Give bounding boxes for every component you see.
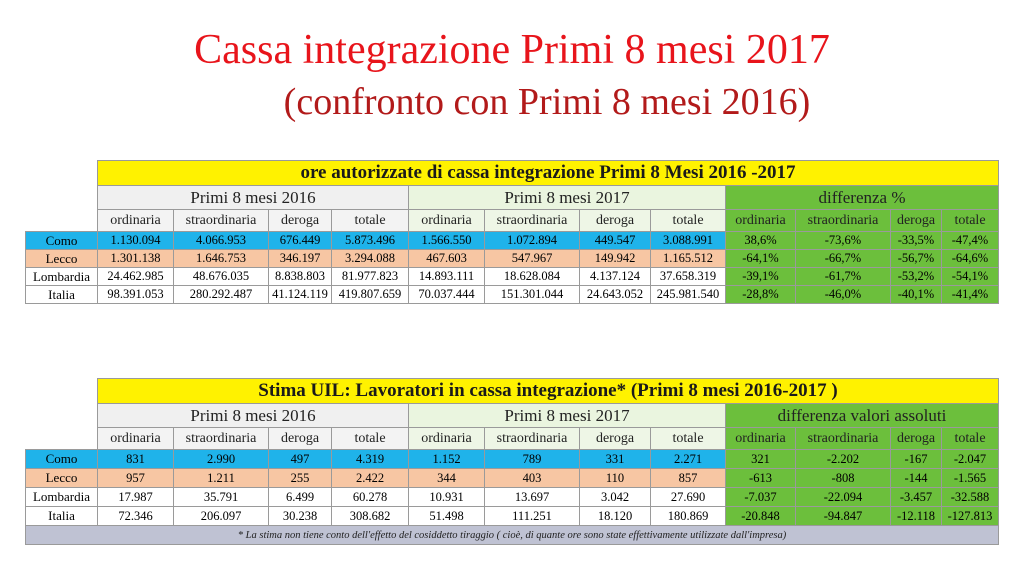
table-cell: 13.697 [485,488,580,507]
table-cell: -46,0% [796,286,891,304]
table-cell: 308.682 [332,507,409,526]
table-cell: -61,7% [796,268,891,286]
table-cell: 81.977.823 [332,268,409,286]
group-2017: Primi 8 mesi 2017 [409,404,726,428]
column-header: straordinaria [485,428,580,450]
table-cell: 1.211 [174,469,269,488]
column-header: deroga [891,210,942,232]
column-header: deroga [269,210,332,232]
table-cell: 1.566.550 [409,232,485,250]
table-cell: 206.097 [174,507,269,526]
table-cell: -39,1% [726,268,796,286]
group-2016: Primi 8 mesi 2016 [98,404,409,428]
table-cell: -33,5% [891,232,942,250]
table-cell: 17.987 [98,488,174,507]
table-cell: 48.676.035 [174,268,269,286]
table-cell: 3.294.088 [332,250,409,268]
group-diff: differenza % [726,186,999,210]
column-header: totale [942,428,999,450]
table-cell: 149.942 [580,250,651,268]
table-cell: -167 [891,450,942,469]
column-header: straordinaria [485,210,580,232]
table-cell: 467.603 [409,250,485,268]
row-label: Italia [26,507,98,526]
table-cell: 35.791 [174,488,269,507]
row-label: Italia [26,286,98,304]
corner-blank [26,404,98,428]
table-cell: 24.643.052 [580,286,651,304]
column-header: ordinaria [98,428,174,450]
table-cell: 4.319 [332,450,409,469]
table-cell: -64,1% [726,250,796,268]
table-cell: 2.422 [332,469,409,488]
table-cell: 2.990 [174,450,269,469]
table-cell: 4.066.953 [174,232,269,250]
column-header: ordinaria [98,210,174,232]
row-label: Como [26,450,98,469]
page-title: Cassa integrazione Primi 8 mesi 2017 [194,27,830,73]
table-cell: 321 [726,450,796,469]
column-header: ordinaria [409,428,485,450]
table-cell: 346.197 [269,250,332,268]
column-header: totale [651,428,726,450]
table-cell: 180.869 [651,507,726,526]
table-cell: 60.278 [332,488,409,507]
table-cell: 18.628.084 [485,268,580,286]
table-cell: -808 [796,469,891,488]
column-header: deroga [269,428,332,450]
table-cell: 4.137.124 [580,268,651,286]
table-cell: -127.813 [942,507,999,526]
table-cell: 3.088.991 [651,232,726,250]
table-cell: -22.094 [796,488,891,507]
table-cell: 419.807.659 [332,286,409,304]
table-cell: 449.547 [580,232,651,250]
table-cell: 8.838.803 [269,268,332,286]
table-cell: 676.449 [269,232,332,250]
table-cell: 1.646.753 [174,250,269,268]
corner-blank [26,186,98,210]
table-header: ore autorizzate di cassa integrazione Primi 8 Mesi 2016 -2017 [98,161,999,186]
table-cell: 24.462.985 [98,268,174,286]
table-cell: 38,6% [726,232,796,250]
table-cell: 1.072.894 [485,232,580,250]
group-2017: Primi 8 mesi 2017 [409,186,726,210]
table-cell: 27.690 [651,488,726,507]
table-cell: -73,6% [796,232,891,250]
table-cell: 857 [651,469,726,488]
column-header: deroga [891,428,942,450]
table-cell: -41,4% [942,286,999,304]
table-cell: 245.981.540 [651,286,726,304]
table-cell: -64,6% [942,250,999,268]
table-cell: -12.118 [891,507,942,526]
table-cell: -53,2% [891,268,942,286]
table-cell: 111.251 [485,507,580,526]
table-cell: 151.301.044 [485,286,580,304]
table-cell: -1.565 [942,469,999,488]
row-label: Como [26,232,98,250]
row-label: Lecco [26,250,98,268]
table-cell: 5.873.496 [332,232,409,250]
table-cell: 403 [485,469,580,488]
table-cell: -94.847 [796,507,891,526]
table-cell: 831 [98,450,174,469]
table-cell: 110 [580,469,651,488]
table-cell: 3.042 [580,488,651,507]
column-header: ordinaria [726,428,796,450]
table-cell: 1.130.094 [98,232,174,250]
table-cell: 30.238 [269,507,332,526]
table-cell: -613 [726,469,796,488]
table-cell: 957 [98,469,174,488]
column-header: totale [942,210,999,232]
table-cell: 14.893.111 [409,268,485,286]
column-header: straordinaria [174,210,269,232]
hours-table [25,160,999,304]
column-header: deroga [580,428,651,450]
column-header: totale [332,210,409,232]
table-cell: 789 [485,450,580,469]
table-cell: -3.457 [891,488,942,507]
corner-blank [26,379,98,404]
table-cell: -28,8% [726,286,796,304]
corner-blank [26,428,98,450]
column-header: straordinaria [796,428,891,450]
table-cell: 344 [409,469,485,488]
table-cell: 280.292.487 [174,286,269,304]
table-cell: -144 [891,469,942,488]
table-cell: -20.848 [726,507,796,526]
table-cell: -2.047 [942,450,999,469]
table-cell: -54,1% [942,268,999,286]
table-cell: 18.120 [580,507,651,526]
group-2016: Primi 8 mesi 2016 [98,186,409,210]
table-cell: 497 [269,450,332,469]
table-cell: 72.346 [98,507,174,526]
table-cell: -40,1% [891,286,942,304]
table-cell: 10.931 [409,488,485,507]
table-cell: 6.499 [269,488,332,507]
column-header: straordinaria [174,428,269,450]
row-label: Lombardia [26,268,98,286]
table-cell: 98.391.053 [98,286,174,304]
table-cell: -66,7% [796,250,891,268]
workers-table [25,378,999,545]
table-cell: 1.165.512 [651,250,726,268]
table-cell: -47,4% [942,232,999,250]
column-header: ordinaria [726,210,796,232]
table-cell: 37.658.319 [651,268,726,286]
table-cell: -56,7% [891,250,942,268]
table-cell: -32.588 [942,488,999,507]
column-header: totale [332,428,409,450]
table-cell: 547.967 [485,250,580,268]
page-subtitle: (confronto con Primi 8 mesi 2016) [283,81,811,123]
column-header: totale [651,210,726,232]
table-cell: 255 [269,469,332,488]
footnote: * La stima non tiene conto dell'effetto del cosiddetto tiraggio ( cioè, di quante ore sono state effettivamente utilizzate dall'impresa) [26,526,999,545]
table-header: Stima UIL: Lavoratori in cassa integrazione* (Primi 8 mesi 2016-2017 ) [98,379,999,404]
table-cell: 70.037.444 [409,286,485,304]
table-cell: 331 [580,450,651,469]
table-cell: 2.271 [651,450,726,469]
row-label: Lombardia [26,488,98,507]
column-header: ordinaria [409,210,485,232]
group-diff: differenza valori assoluti [726,404,999,428]
column-header: deroga [580,210,651,232]
row-label: Lecco [26,469,98,488]
table-cell: 1.301.138 [98,250,174,268]
table-cell: 41.124.119 [269,286,332,304]
column-header: straordinaria [796,210,891,232]
corner-blank [26,210,98,232]
table-cell: 51.498 [409,507,485,526]
corner-blank [26,161,98,186]
table-cell: -2.202 [796,450,891,469]
table-cell: 1.152 [409,450,485,469]
table-cell: -7.037 [726,488,796,507]
